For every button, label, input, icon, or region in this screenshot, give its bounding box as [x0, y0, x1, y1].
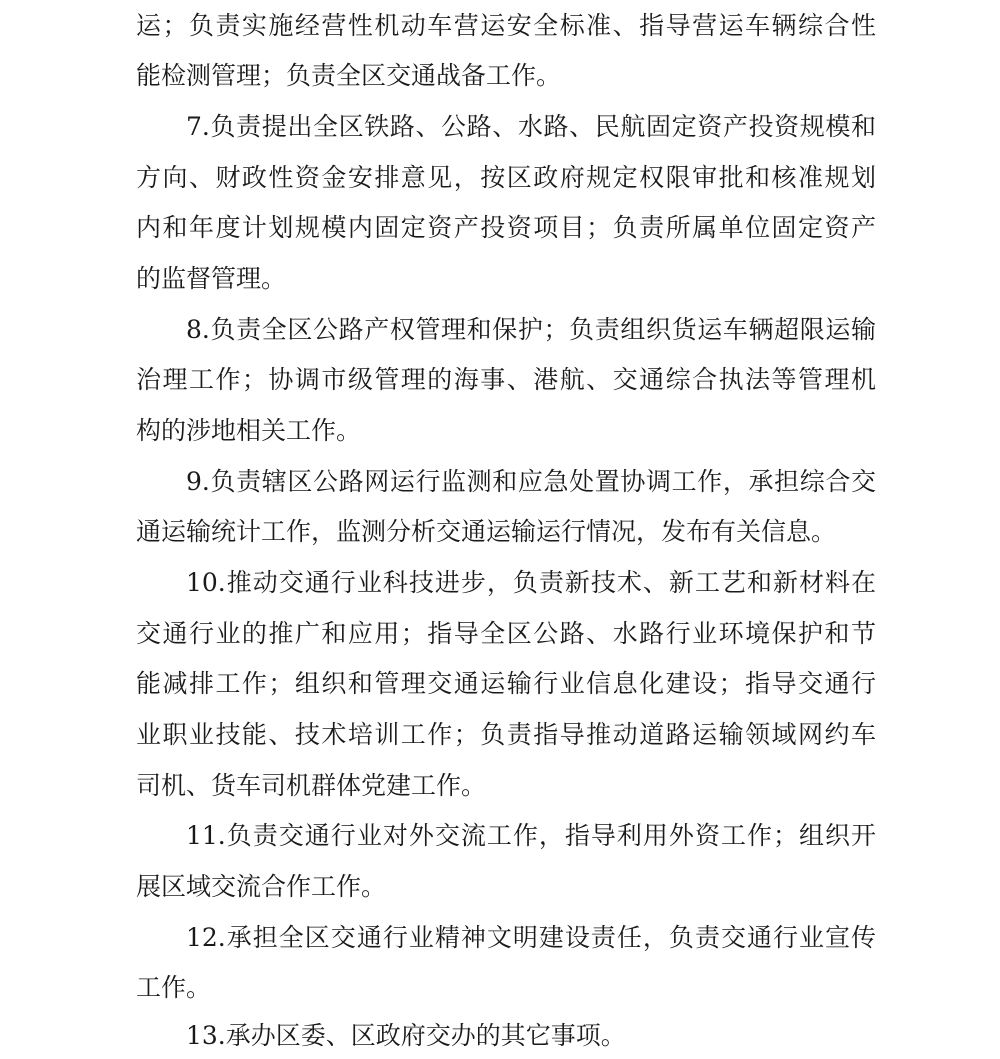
paragraph-12-line: 12.承担全区交通行业精神文明建设责任，负责交通行业宣传	[186, 923, 876, 952]
text-line: 工作。	[136, 973, 212, 1002]
paragraph-9-line: 9.负责辖区公路网运行监测和应急处置协调工作，承担综合交	[186, 467, 876, 496]
text-line: 司机、货车司机群体党建工作。	[136, 771, 487, 800]
text-line: 展区域交流合作工作。	[136, 872, 387, 901]
text-line: 治理工作；协调市级管理的海事、港航、交通综合执法等管理机	[136, 365, 876, 394]
paragraph-11-line: 11.负责交通行业对外交流工作，指导利用外资工作；组织开	[186, 821, 876, 850]
paragraph-8-line: 8.负责全区公路产权管理和保护；负责组织货运车辆超限运输	[186, 315, 876, 344]
text-line: 构的涉地相关工作。	[136, 416, 362, 445]
text-line: 方向、财政性资金安排意见，按区政府规定权限审批和核准规划	[136, 163, 876, 192]
text-line: 能减排工作；组织和管理交通运输行业信息化建设；指导交通行	[136, 669, 876, 698]
text-line: 运；负责实施经营性机动车营运安全标准、指导营运车辆综合性	[136, 11, 876, 40]
text-line: 交通行业的推广和应用；指导全区公路、水路行业环境保护和节	[136, 619, 876, 648]
text-line: 业职业技能、技术培训工作；负责指导推动道路运输领域网约车	[136, 720, 876, 749]
text-line: 能检测管理；负责全区交通战备工作。	[136, 61, 562, 90]
text-line: 内和年度计划规模内固定资产投资项目；负责所属单位固定资产	[136, 213, 876, 242]
paragraph-7-line: 7.负责提出全区铁路、公路、水路、民航固定资产投资规模和	[186, 112, 876, 141]
text-line: 通运输统计工作，监测分析交通运输运行情况，发布有关信息。	[136, 517, 837, 546]
paragraph-13-line: 13.承办区委、区政府交办的其它事项。	[186, 1021, 626, 1050]
text-line: 的监督管理。	[136, 264, 287, 293]
paragraph-10-line: 10.推动交通行业科技进步，负责新技术、新工艺和新材料在	[186, 568, 876, 597]
